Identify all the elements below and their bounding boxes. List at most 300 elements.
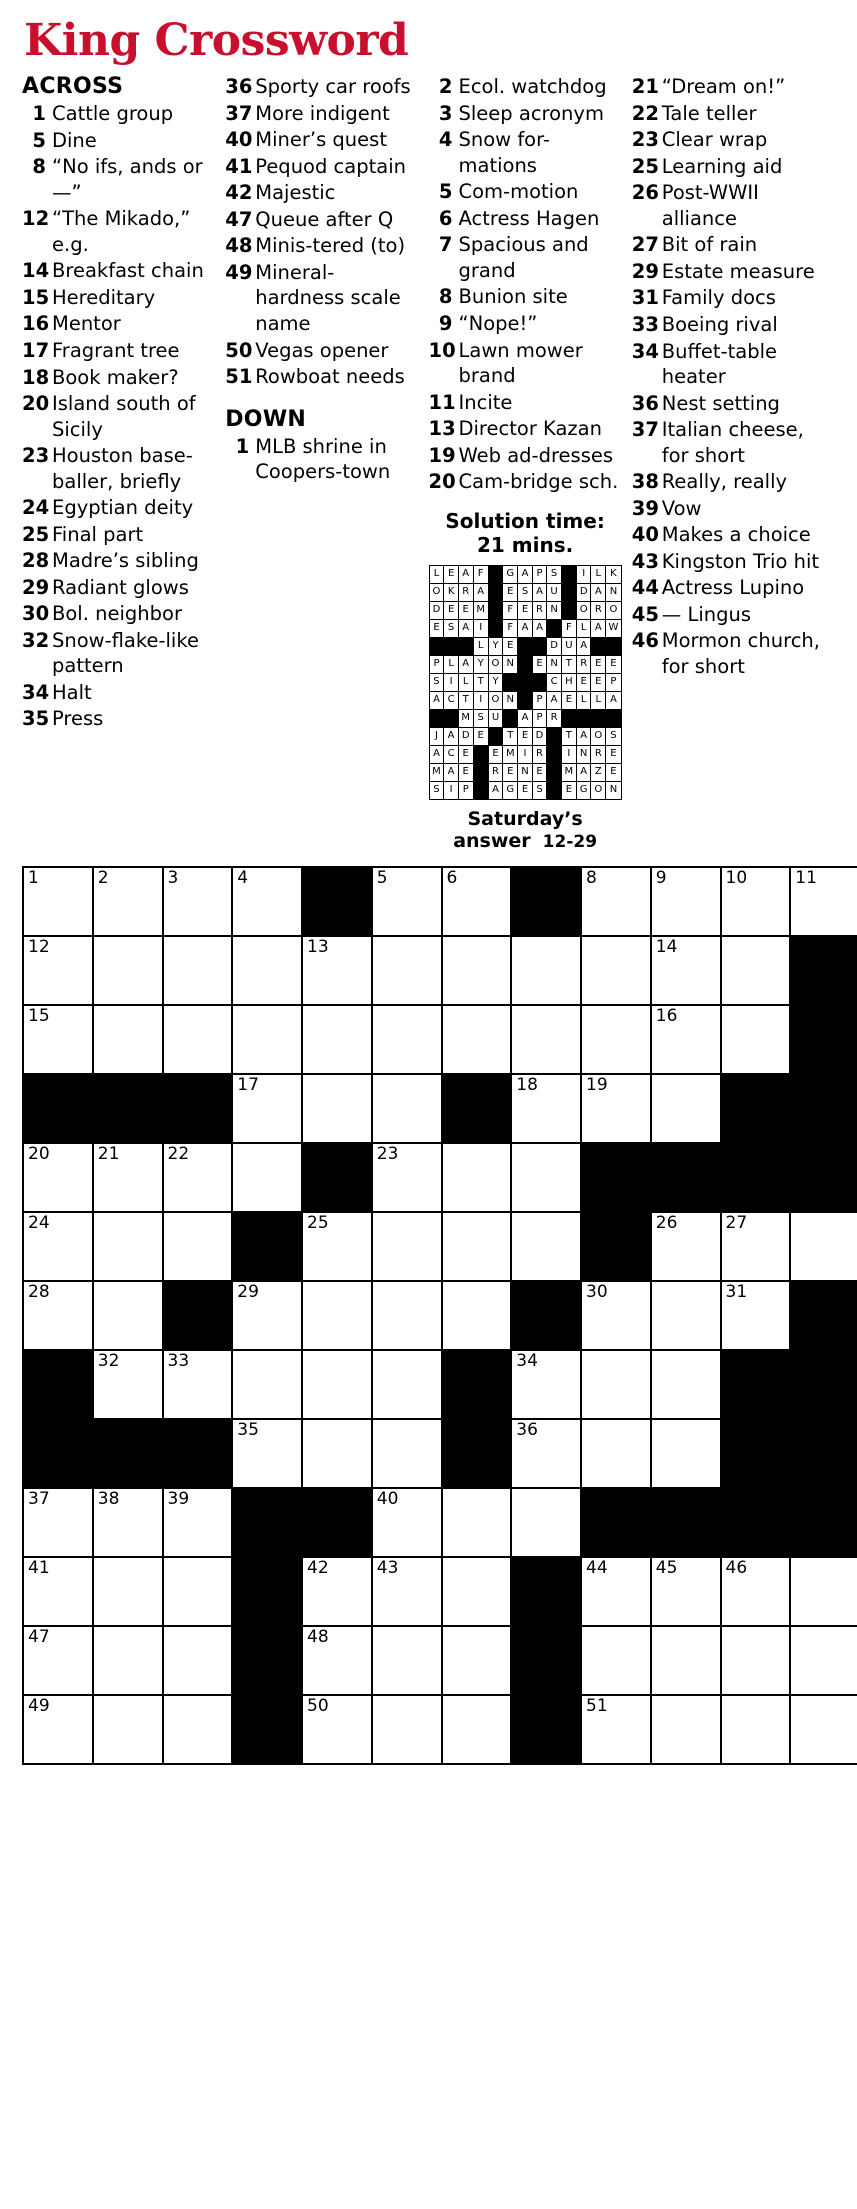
- puzzle-grid-block: [790, 1281, 857, 1350]
- puzzle-grid-cell[interactable]: [721, 867, 791, 936]
- clue-item[interactable]: [429, 311, 622, 337]
- clue-item[interactable]: [429, 101, 622, 127]
- puzzle-grid-cell[interactable]: [23, 1281, 93, 1350]
- clue-item[interactable]: [632, 312, 825, 338]
- puzzle-grid-cell[interactable]: [23, 1557, 93, 1626]
- puzzle-grid-cell[interactable]: [511, 1419, 581, 1488]
- solution-time: Solution time: 21 mins.: [445, 508, 605, 557]
- puzzle-grid-cell[interactable]: [581, 1074, 651, 1143]
- answer-grid-cell: T: [503, 727, 518, 745]
- puzzle-grid-cell[interactable]: [23, 1212, 93, 1281]
- puzzle-grid-row: [23, 867, 857, 936]
- clue-item[interactable]: [225, 74, 418, 100]
- answer-grid-cell: I: [576, 565, 591, 583]
- puzzle-grid-block: [790, 1143, 857, 1212]
- answer-grid-cell: M: [503, 745, 518, 763]
- clue-item[interactable]: [22, 443, 215, 494]
- puzzle-grid-cell[interactable]: [23, 1005, 93, 1074]
- puzzle-grid-cell[interactable]: [93, 867, 163, 936]
- puzzle-grid-cell[interactable]: [302, 1626, 372, 1695]
- puzzle-grid-cell[interactable]: [232, 1005, 302, 1074]
- puzzle-grid-cell[interactable]: [93, 936, 163, 1005]
- clue-text: Sleep acronym: [458, 101, 604, 125]
- clue-item[interactable]: [429, 338, 622, 389]
- clue-item[interactable]: [632, 628, 825, 679]
- answer-grid-row: [429, 781, 621, 799]
- puzzle-grid-cell[interactable]: [163, 1626, 233, 1695]
- clue-item[interactable]: [632, 522, 825, 548]
- puzzle-grid-cell[interactable]: [581, 1350, 651, 1419]
- answer-grid-cell: E: [532, 655, 547, 673]
- answer-grid-block: [606, 637, 622, 655]
- puzzle-cell-number: 11: [795, 867, 817, 888]
- puzzle-grid-cell[interactable]: [163, 1557, 233, 1626]
- puzzle-cell-number: 29: [237, 1281, 259, 1302]
- clue-text: Book maker?: [52, 365, 179, 389]
- puzzle-cell-number: 16: [655, 1005, 678, 1026]
- puzzle-grid-row: [23, 1281, 857, 1350]
- puzzle-grid-cell[interactable]: [442, 1557, 512, 1626]
- clue-item[interactable]: [429, 390, 622, 416]
- puzzle-grid-cell[interactable]: [442, 1212, 512, 1281]
- puzzle-grid-cell[interactable]: [372, 1350, 442, 1419]
- answer-grid-cell: M: [473, 601, 488, 619]
- clue-item[interactable]: [225, 207, 418, 233]
- clue-text: Sporty car roofs: [255, 75, 411, 99]
- answer-grid-cell: S: [547, 565, 562, 583]
- puzzle-grid-block: [232, 1557, 302, 1626]
- puzzle-grid-cell[interactable]: [581, 1626, 651, 1695]
- clue-item[interactable]: [632, 602, 825, 628]
- clue-number: 41: [225, 154, 253, 178]
- puzzle-grid-cell[interactable]: [372, 1074, 442, 1143]
- clue-item[interactable]: [22, 601, 215, 627]
- puzzle-grid-cell[interactable]: [372, 1005, 442, 1074]
- puzzle-grid-cell[interactable]: [23, 867, 93, 936]
- puzzle-grid-cell[interactable]: [721, 1212, 791, 1281]
- answer-grid-cell: F: [561, 619, 576, 637]
- puzzle-grid-cell[interactable]: [651, 1005, 721, 1074]
- puzzle-grid-cell[interactable]: [651, 1626, 721, 1695]
- puzzle-grid-cell[interactable]: [23, 1488, 93, 1557]
- puzzle-grid-cell[interactable]: [372, 1281, 442, 1350]
- puzzle-grid-cell[interactable]: [442, 867, 512, 936]
- answer-grid-block: [532, 673, 547, 691]
- clue-item[interactable]: [632, 127, 825, 153]
- puzzle-grid-cell[interactable]: [511, 1143, 581, 1212]
- puzzle-cell-number: 46: [725, 1557, 748, 1578]
- clue-item[interactable]: [22, 628, 215, 679]
- puzzle-grid-row: [23, 1212, 857, 1281]
- puzzle-grid-cell[interactable]: [581, 1557, 651, 1626]
- puzzle-grid-cell[interactable]: [581, 1695, 651, 1764]
- answer-grid-cell: O: [606, 601, 622, 619]
- puzzle-grid-cell[interactable]: [232, 1419, 302, 1488]
- clue-item[interactable]: [429, 179, 622, 205]
- answer-grid-cell: L: [576, 691, 591, 709]
- clue-text: “Nope!”: [458, 311, 538, 335]
- puzzle-cell-number: 45: [655, 1557, 678, 1578]
- clue-item[interactable]: [632, 496, 825, 522]
- puzzle-grid-cell[interactable]: [442, 1626, 512, 1695]
- clue-item[interactable]: [429, 206, 622, 232]
- clue-item[interactable]: [632, 575, 825, 601]
- answer-grid-cell: E: [458, 745, 473, 763]
- clue-item[interactable]: [429, 74, 622, 100]
- answer-grid-cell: L: [429, 565, 444, 583]
- puzzle-grid-cell[interactable]: [581, 1281, 651, 1350]
- answer-grid-cell: A: [488, 781, 503, 799]
- answer-grid-cell: S: [473, 709, 488, 727]
- puzzle-grid-block: [23, 1074, 93, 1143]
- puzzle-grid-cell[interactable]: [511, 1005, 581, 1074]
- puzzle-grid-cell[interactable]: [23, 1143, 93, 1212]
- answer-grid-block: [561, 565, 576, 583]
- clue-item[interactable]: [22, 206, 215, 257]
- puzzle-grid[interactable]: [22, 866, 857, 1765]
- puzzle-grid-cell[interactable]: [163, 867, 233, 936]
- puzzle-grid-cell[interactable]: [651, 1557, 721, 1626]
- clue-number: 4: [438, 128, 453, 152]
- puzzle-grid-cell[interactable]: [93, 1005, 163, 1074]
- clue-text: Mormon church, for short: [661, 629, 820, 678]
- clue-item[interactable]: [22, 706, 215, 732]
- puzzle-cell-number: 27: [725, 1212, 748, 1233]
- puzzle-grid-row: [23, 936, 857, 1005]
- clue-item[interactable]: [632, 232, 825, 258]
- puzzle-grid-cell[interactable]: [163, 1212, 233, 1281]
- clue-item[interactable]: [429, 232, 622, 283]
- clue-number: 51: [225, 365, 253, 389]
- puzzle-grid-cell[interactable]: [372, 936, 442, 1005]
- puzzle-grid-cell[interactable]: [442, 1488, 512, 1557]
- puzzle-cell-number: 12: [28, 936, 50, 957]
- clue-number: 17: [22, 338, 50, 362]
- clue-item[interactable]: [225, 154, 418, 180]
- clue-text: Really, really: [661, 470, 788, 494]
- clue-text: Bit of rain: [661, 233, 758, 257]
- clue-text: Com-motion: [458, 180, 579, 204]
- clue-item[interactable]: [22, 365, 215, 391]
- clue-item[interactable]: [22, 522, 215, 548]
- clue-text: Queue after Q: [255, 207, 394, 231]
- puzzle-grid-cell[interactable]: [790, 1212, 857, 1281]
- puzzle-grid-cell[interactable]: [372, 867, 442, 936]
- clue-item[interactable]: [429, 469, 622, 495]
- answer-grid-cell: E: [444, 565, 458, 583]
- puzzle-grid-cell[interactable]: [93, 1281, 163, 1350]
- clue-item[interactable]: [22, 575, 215, 601]
- clue-number: 33: [631, 312, 659, 336]
- clue-number: 5: [438, 180, 453, 204]
- puzzle-grid-cell[interactable]: [232, 1281, 302, 1350]
- clue-number: 15: [22, 285, 50, 309]
- puzzle-grid-cell[interactable]: [302, 1695, 372, 1764]
- puzzle-grid-cell[interactable]: [372, 1488, 442, 1557]
- answer-grid-cell: H: [561, 673, 576, 691]
- puzzle-grid-cell[interactable]: [790, 867, 857, 936]
- puzzle-grid-row: [23, 1143, 857, 1212]
- answer-grid: [429, 565, 622, 800]
- clue-item[interactable]: [22, 338, 215, 364]
- puzzle-grid-cell[interactable]: [93, 1488, 163, 1557]
- puzzle-grid-cell[interactable]: [442, 1281, 512, 1350]
- puzzle-grid-cell[interactable]: [651, 1419, 721, 1488]
- puzzle-cell-number: 37: [28, 1488, 50, 1509]
- clue-item[interactable]: [225, 101, 418, 127]
- clue-item[interactable]: [22, 285, 215, 311]
- clue-item[interactable]: [225, 260, 418, 337]
- puzzle-grid-cell[interactable]: [651, 867, 721, 936]
- clue-item[interactable]: [22, 128, 215, 154]
- puzzle-grid-cell[interactable]: [511, 1074, 581, 1143]
- answer-grid-cell: P: [429, 655, 444, 673]
- answer-grid-cell: N: [503, 655, 518, 673]
- answer-grid-cell: T: [561, 655, 576, 673]
- puzzle-grid-cell[interactable]: [581, 936, 651, 1005]
- clue-item[interactable]: [225, 434, 418, 485]
- answer-grid-block: [547, 781, 562, 799]
- clue-item[interactable]: [632, 285, 825, 311]
- puzzle-grid-cell[interactable]: [442, 1143, 512, 1212]
- puzzle-grid-cell[interactable]: [790, 1695, 857, 1764]
- clue-item[interactable]: [632, 74, 825, 100]
- clue-item[interactable]: [22, 495, 215, 521]
- answer-grid-cell: K: [444, 583, 458, 601]
- puzzle-grid-cell[interactable]: [372, 1695, 442, 1764]
- puzzle-grid-cell[interactable]: [163, 1488, 233, 1557]
- answer-grid-cell: A: [458, 565, 473, 583]
- clue-item[interactable]: [22, 311, 215, 337]
- puzzle-grid-block: [790, 1350, 857, 1419]
- puzzle-cell-number: 48: [307, 1626, 329, 1647]
- puzzle-grid-cell[interactable]: [372, 1419, 442, 1488]
- answer-grid-cell: S: [518, 583, 532, 601]
- puzzle-grid-cell[interactable]: [302, 1557, 372, 1626]
- clue-item[interactable]: [22, 154, 215, 205]
- puzzle-grid-block: [232, 1695, 302, 1764]
- clue-item[interactable]: [429, 127, 622, 178]
- puzzle-grid-cell[interactable]: [721, 1005, 791, 1074]
- clue-number: 5: [32, 128, 46, 152]
- clue-column-3: [429, 74, 632, 852]
- puzzle-grid-block: [302, 867, 372, 936]
- puzzle-grid-cell[interactable]: [511, 1350, 581, 1419]
- puzzle-grid-cell[interactable]: [232, 936, 302, 1005]
- answer-grid-cell: N: [606, 583, 622, 601]
- puzzle-grid-block: [511, 1557, 581, 1626]
- puzzle-grid-cell[interactable]: [581, 867, 651, 936]
- puzzle-grid-cell[interactable]: [232, 1143, 302, 1212]
- puzzle-grid-cell[interactable]: [721, 936, 791, 1005]
- answer-date: 12-29: [542, 831, 598, 852]
- puzzle-grid-block: [232, 1626, 302, 1695]
- answer-grid-cell: E: [518, 601, 532, 619]
- answer-grid-cell: G: [503, 781, 518, 799]
- puzzle-grid-cell[interactable]: [651, 1695, 721, 1764]
- clue-number: 34: [631, 339, 659, 363]
- puzzle-grid-cell[interactable]: [163, 936, 233, 1005]
- puzzle-grid-cell[interactable]: [651, 936, 721, 1005]
- puzzle-grid-cell[interactable]: [93, 1557, 163, 1626]
- answer-grid-row: [429, 601, 621, 619]
- clue-text: Miner’s quest: [255, 128, 387, 152]
- answer-grid-cell: E: [503, 763, 518, 781]
- puzzle-cell-number: 13: [307, 936, 329, 957]
- puzzle-cell-number: 30: [586, 1281, 608, 1302]
- clue-item[interactable]: [429, 443, 622, 469]
- clue-item[interactable]: [225, 364, 418, 390]
- answer-grid-block: [503, 673, 518, 691]
- clue-item[interactable]: [225, 233, 418, 259]
- clue-item[interactable]: [429, 284, 622, 310]
- puzzle-grid-cell[interactable]: [163, 1695, 233, 1764]
- clue-item[interactable]: [632, 391, 825, 417]
- puzzle-grid-block: [581, 1212, 651, 1281]
- clue-text: Pequod captain: [255, 154, 406, 178]
- puzzle-grid-cell[interactable]: [442, 1695, 512, 1764]
- answer-grid-cell: J: [429, 727, 444, 745]
- clue-item[interactable]: [22, 258, 215, 284]
- clue-number: 32: [22, 628, 50, 652]
- puzzle-grid-cell[interactable]: [511, 1488, 581, 1557]
- puzzle-grid-cell[interactable]: [93, 1626, 163, 1695]
- puzzle-cell-number: 50: [307, 1695, 329, 1716]
- clue-number: 14: [22, 259, 50, 283]
- clue-item[interactable]: [632, 180, 825, 231]
- answer-grid-cell: E: [518, 781, 532, 799]
- puzzle-cell-number: 3: [167, 867, 179, 888]
- answer-grid-block: [561, 709, 576, 727]
- puzzle-grid-cell[interactable]: [651, 1350, 721, 1419]
- puzzle-grid-cell[interactable]: [651, 1074, 721, 1143]
- puzzle-grid-block: [790, 1005, 857, 1074]
- puzzle-cell-number: 23: [376, 1143, 399, 1164]
- puzzle-grid-cell[interactable]: [721, 1557, 791, 1626]
- clue-text: Learning aid: [661, 154, 783, 178]
- answer-grid-cell: I: [444, 673, 458, 691]
- clue-item[interactable]: [632, 469, 825, 495]
- answer-grid-cell: E: [429, 619, 444, 637]
- clue-number: 47: [225, 207, 253, 231]
- answer-grid-cell: A: [518, 565, 532, 583]
- clue-number: 20: [22, 392, 50, 416]
- clue-text: “The Mikado,” e.g.: [52, 207, 191, 256]
- puzzle-grid-cell[interactable]: [93, 1350, 163, 1419]
- clue-number: 37: [225, 101, 253, 125]
- puzzle-grid-cell[interactable]: [232, 1074, 302, 1143]
- clue-item[interactable]: [632, 154, 825, 180]
- puzzle-grid-cell[interactable]: [93, 1695, 163, 1764]
- puzzle-grid-cell[interactable]: [581, 1419, 651, 1488]
- answer-grid-cell: R: [532, 745, 547, 763]
- puzzle-grid-cell[interactable]: [302, 1281, 372, 1350]
- puzzle-grid-block: [581, 1488, 651, 1557]
- clue-item[interactable]: [632, 549, 825, 575]
- puzzle-grid-cell[interactable]: [302, 1212, 372, 1281]
- clue-text: Island south of Sicily: [52, 392, 196, 441]
- puzzle-grid-cell[interactable]: [372, 1557, 442, 1626]
- puzzle-grid-cell[interactable]: [721, 1281, 791, 1350]
- puzzle-grid-cell[interactable]: [372, 1626, 442, 1695]
- clue-item[interactable]: [225, 338, 418, 364]
- puzzle-grid-cell[interactable]: [721, 1626, 791, 1695]
- answer-grid-cell: E: [591, 673, 606, 691]
- clue-number: 1: [32, 102, 46, 126]
- puzzle-grid-cell[interactable]: [511, 936, 581, 1005]
- clue-item[interactable]: [225, 127, 418, 153]
- puzzle-grid-cell[interactable]: [651, 1212, 721, 1281]
- puzzle-grid-cell[interactable]: [581, 1005, 651, 1074]
- clue-item[interactable]: [632, 259, 825, 285]
- puzzle-grid-cell[interactable]: [372, 1143, 442, 1212]
- puzzle-grid-cell[interactable]: [232, 867, 302, 936]
- puzzle-grid-row: [23, 1557, 857, 1626]
- puzzle-grid-block: [721, 1074, 791, 1143]
- puzzle-grid-cell[interactable]: [790, 1557, 857, 1626]
- clue-item[interactable]: [632, 101, 825, 127]
- puzzle-grid-cell[interactable]: [372, 1212, 442, 1281]
- clue-column-1: [22, 74, 225, 733]
- puzzle-grid-cell[interactable]: [511, 1212, 581, 1281]
- answer-grid-cell: T: [561, 727, 576, 745]
- puzzle-grid-cell[interactable]: [651, 1281, 721, 1350]
- clue-item[interactable]: [632, 417, 825, 468]
- clue-text: Family docs: [661, 286, 776, 310]
- puzzle-grid-cell[interactable]: [442, 1005, 512, 1074]
- puzzle-grid-cell[interactable]: [23, 1695, 93, 1764]
- answer-grid-cell: N: [547, 655, 562, 673]
- puzzle-grid-cell[interactable]: [23, 1626, 93, 1695]
- puzzle-grid-cell[interactable]: [23, 936, 93, 1005]
- puzzle-grid-row: [23, 1005, 857, 1074]
- puzzle-grid-cell[interactable]: [163, 1350, 233, 1419]
- clue-item[interactable]: [22, 548, 215, 574]
- puzzle-grid-cell[interactable]: [302, 1419, 372, 1488]
- puzzle-grid-cell[interactable]: [721, 1695, 791, 1764]
- clue-item[interactable]: [22, 101, 215, 127]
- puzzle-grid-cell[interactable]: [93, 1143, 163, 1212]
- puzzle-grid-cell[interactable]: [302, 1350, 372, 1419]
- puzzle-grid-cell[interactable]: [302, 936, 372, 1005]
- puzzle-grid-cell[interactable]: [302, 1005, 372, 1074]
- puzzle-grid-cell[interactable]: [302, 1074, 372, 1143]
- answer-grid-row: [429, 637, 621, 655]
- puzzle-grid-block: [651, 1488, 721, 1557]
- answer-grid-cell: P: [458, 781, 473, 799]
- clue-column-2: [225, 74, 428, 485]
- clue-text: Fragrant tree: [52, 338, 180, 362]
- puzzle-cell-number: 40: [376, 1488, 399, 1509]
- answer-grid-cell: M: [561, 763, 576, 781]
- puzzle-grid-cell[interactable]: [163, 1005, 233, 1074]
- clue-item[interactable]: [225, 180, 418, 206]
- puzzle-grid-cell[interactable]: [790, 1626, 857, 1695]
- puzzle-grid-cell[interactable]: [93, 1212, 163, 1281]
- puzzle-grid-cell[interactable]: [163, 1143, 233, 1212]
- clue-item[interactable]: [22, 680, 215, 706]
- clue-item[interactable]: [429, 416, 622, 442]
- clue-text: Bol. neighbor: [52, 602, 182, 626]
- answer-grid-block: [473, 763, 488, 781]
- puzzle-cell-number: 26: [655, 1212, 678, 1233]
- clue-item[interactable]: [22, 391, 215, 442]
- puzzle-grid-cell[interactable]: [232, 1350, 302, 1419]
- answer-grid-block: [547, 619, 562, 637]
- clue-item[interactable]: [632, 339, 825, 390]
- puzzle-grid-cell[interactable]: [442, 936, 512, 1005]
- clue-number: 35: [22, 707, 50, 731]
